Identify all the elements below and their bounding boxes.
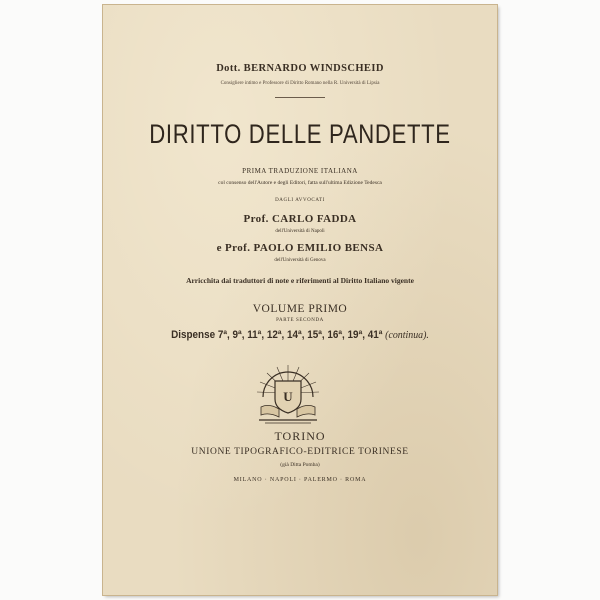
translator-1-name: Prof. CARLO FADDA: [243, 213, 357, 225]
dispense-numbers: Dispense 7ª, 9ª, 11ª, 12ª, 14ª, 15ª, 16ª, 19ª, 41ª: [171, 329, 383, 341]
publisher-former-name: (già Ditta Pomba): [280, 462, 320, 468]
by-lawyers-line: DAGLI AVVOCATI: [275, 198, 325, 203]
translator-2-affiliation: dell'Università di Genova: [274, 258, 326, 263]
svg-text:U: U: [283, 389, 293, 404]
divider-rule: [275, 97, 325, 98]
cities-line: MILANO · NAPOLI · PALERMO · ROMA: [233, 477, 367, 483]
dispense-note: (continua).: [385, 329, 429, 341]
enriched-line: Arricchita dai traduttori di note e riferimenti al Diritto Italiano vigente: [186, 276, 414, 285]
publisher-name: UNIONE TIPOGRAFICO-EDITRICE TORINESE: [191, 447, 409, 457]
volume-line: VOLUME PRIMO: [252, 303, 348, 315]
translator-1-affiliation: dell'Università di Napoli: [275, 229, 325, 234]
translator-2-name: e Prof. PAOLO EMILIO BENSA: [216, 242, 384, 254]
publisher-emblem-icon: [255, 363, 321, 425]
dispense-line: [123, 329, 478, 341]
consent-line: col consenso dell'Autore e degli Editori, fatta sull'ultima Edizione Tedesca: [218, 180, 382, 186]
book-cover: [103, 5, 497, 595]
book-title: DIRITTO DELLE PANDETTE: [149, 119, 451, 149]
author-name: Dott. BERNARDO WINDSCHEID: [216, 63, 384, 74]
author-subtitle: Consigliere intimo e Professore di Diritto Romano nella R. Università di Lipsia: [220, 81, 380, 86]
part-line: PARTE SECONDA: [276, 318, 324, 323]
city-name: TORINO: [274, 429, 326, 443]
edition-line: PRIMA TRADUZIONE ITALIANA: [242, 167, 358, 175]
